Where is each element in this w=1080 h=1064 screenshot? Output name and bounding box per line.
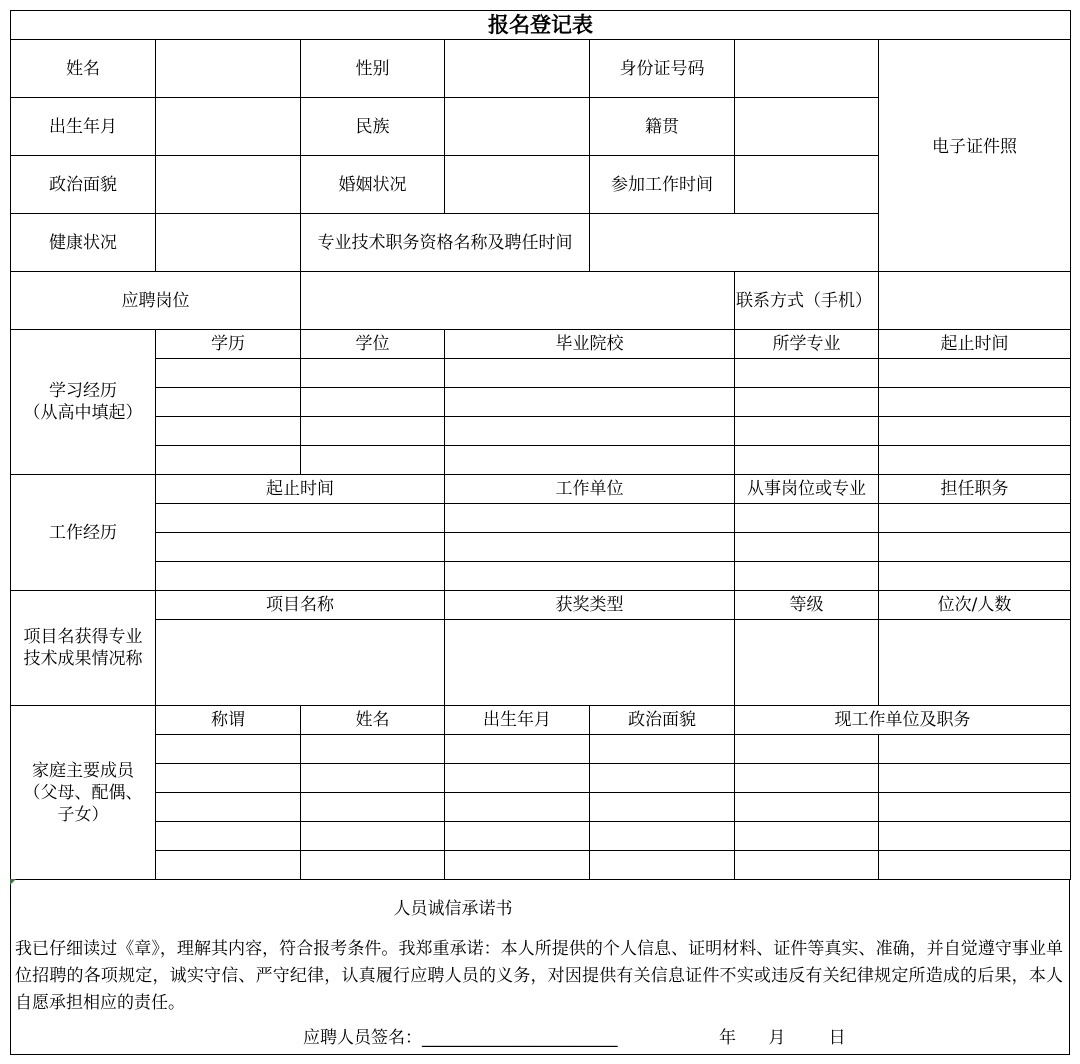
education-cell[interactable] xyxy=(879,446,1071,475)
field-contact[interactable] xyxy=(879,272,1071,330)
work-cell[interactable] xyxy=(445,533,735,562)
family-cell[interactable] xyxy=(301,851,445,880)
family-cell[interactable] xyxy=(301,793,445,822)
work-cell[interactable] xyxy=(879,504,1071,533)
field-name[interactable] xyxy=(156,40,301,98)
achievements-header: 位次/人数 xyxy=(879,591,1071,620)
education-cell[interactable] xyxy=(879,359,1071,388)
field-marital-status[interactable] xyxy=(445,156,590,214)
family-row xyxy=(11,822,1071,851)
label-name: 姓名 xyxy=(11,40,156,98)
education-cell[interactable] xyxy=(301,446,445,475)
family-cell[interactable] xyxy=(590,793,735,822)
education-header: 起止时间 xyxy=(879,330,1071,359)
label-professional-title: 专业技术职务资格名称及聘任时间 xyxy=(301,214,590,272)
family-cell[interactable] xyxy=(735,822,879,851)
education-cell[interactable] xyxy=(445,388,735,417)
work-row xyxy=(11,504,1071,533)
family-cell[interactable] xyxy=(301,764,445,793)
work-cell[interactable] xyxy=(156,562,445,591)
work-header: 从事岗位或专业 xyxy=(735,475,879,504)
education-cell[interactable] xyxy=(301,417,445,446)
education-cell[interactable] xyxy=(301,388,445,417)
achievements-cell[interactable] xyxy=(445,620,735,706)
education-cell[interactable] xyxy=(301,359,445,388)
education-cell[interactable] xyxy=(735,446,879,475)
family-cell[interactable] xyxy=(445,851,590,880)
label-work-start: 参加工作时间 xyxy=(590,156,735,214)
family-cell[interactable] xyxy=(301,822,445,851)
label-political-status: 政治面貌 xyxy=(11,156,156,214)
education-row xyxy=(11,359,1071,388)
education-row xyxy=(11,388,1071,417)
work-cell[interactable] xyxy=(735,533,879,562)
achievements-cell[interactable] xyxy=(879,620,1071,706)
achievements-cell[interactable] xyxy=(156,620,445,706)
family-cell[interactable] xyxy=(445,735,590,764)
label-health: 健康状况 xyxy=(11,214,156,272)
registration-form xyxy=(10,10,1070,1054)
photo-box[interactable]: 电子证件照 xyxy=(879,40,1071,272)
family-cell[interactable] xyxy=(590,735,735,764)
education-section-label xyxy=(11,330,156,475)
family-cell[interactable] xyxy=(445,822,590,851)
family-label-line3: 子女） xyxy=(57,804,109,825)
family-row xyxy=(11,735,1071,764)
family-cell[interactable] xyxy=(301,735,445,764)
pledge-body: 我已仔细读过《章》，理解其内容，符合报考条件。我郑重承诺：本人所提供的个人信息、证明材料、证件等真实、准确，并自觉遵守事业单位招聘的各项规定，诚实守信、严守纪律，认真履行应聘人员的义务，对因提供有关信息证件不实或违反有关纪律规定所造成的后果，本人自愿承担相应的责任。 xyxy=(15,939,1063,1013)
education-cell[interactable] xyxy=(735,359,879,388)
field-position[interactable] xyxy=(301,272,735,330)
label-contact: 联系方式（手机） xyxy=(735,272,879,330)
education-header: 毕业院校 xyxy=(445,330,735,359)
family-label-line1: 家庭主要成员 xyxy=(32,760,134,781)
work-cell[interactable] xyxy=(156,504,445,533)
family-row xyxy=(11,851,1071,880)
field-work-start[interactable] xyxy=(735,156,879,214)
family-row xyxy=(11,764,1071,793)
field-native-place[interactable] xyxy=(735,98,879,156)
education-cell[interactable] xyxy=(445,417,735,446)
sign-date[interactable]: 年 月 日 xyxy=(719,1028,846,1048)
family-header: 出生年月 xyxy=(445,706,590,735)
pledge-section xyxy=(10,880,1070,1055)
label-marital-status: 婚姻状况 xyxy=(301,156,445,214)
family-cell[interactable] xyxy=(879,735,1071,764)
education-cell[interactable] xyxy=(445,359,735,388)
work-section-label: 工作经历 xyxy=(11,475,156,591)
education-cell[interactable] xyxy=(735,388,879,417)
pledge-title: 人员诚信承诺书 xyxy=(393,899,513,919)
education-cell[interactable] xyxy=(156,388,301,417)
field-gender[interactable] xyxy=(445,40,590,98)
achievements-label-line2: 技术成果情况称 xyxy=(23,649,143,669)
family-cell[interactable] xyxy=(445,764,590,793)
label-native-place: 籍贯 xyxy=(590,98,735,156)
education-cell[interactable] xyxy=(879,417,1071,446)
work-header: 工作单位 xyxy=(445,475,735,504)
work-cell[interactable] xyxy=(879,533,1071,562)
work-row xyxy=(11,562,1071,591)
family-header: 姓名 xyxy=(301,706,445,735)
education-header: 学位 xyxy=(301,330,445,359)
education-row xyxy=(11,417,1071,446)
family-cell[interactable] xyxy=(590,764,735,793)
cell-marker-icon xyxy=(10,879,16,885)
family-cell[interactable] xyxy=(156,793,301,822)
family-row xyxy=(11,793,1071,822)
achievements-header: 等级 xyxy=(735,591,879,620)
education-cell[interactable] xyxy=(445,446,735,475)
field-ethnicity[interactable] xyxy=(445,98,590,156)
field-birth[interactable] xyxy=(156,98,301,156)
signature-line[interactable]: 应聘人员签名：_______________________ xyxy=(303,1028,618,1048)
education-header: 所学专业 xyxy=(735,330,879,359)
work-cell[interactable] xyxy=(735,562,879,591)
registration-table xyxy=(10,10,1071,880)
family-cell[interactable] xyxy=(445,793,590,822)
education-cell[interactable] xyxy=(156,359,301,388)
education-cell[interactable] xyxy=(735,417,879,446)
family-cell[interactable] xyxy=(156,822,301,851)
field-political-status[interactable] xyxy=(156,156,301,214)
education-cell[interactable] xyxy=(156,417,301,446)
education-cell[interactable] xyxy=(879,388,1071,417)
achievements-section-label xyxy=(11,591,156,706)
work-cell[interactable] xyxy=(735,504,879,533)
achievements-cell[interactable] xyxy=(735,620,879,706)
education-label-line1: 学习经历 xyxy=(49,381,117,401)
family-cell[interactable] xyxy=(735,851,879,880)
label-gender: 性别 xyxy=(301,40,445,98)
field-health[interactable] xyxy=(156,214,301,272)
family-cell[interactable] xyxy=(156,851,301,880)
family-cell[interactable] xyxy=(735,735,879,764)
work-cell[interactable] xyxy=(445,504,735,533)
work-header: 起止时间 xyxy=(156,475,445,504)
work-cell[interactable] xyxy=(879,562,1071,591)
label-position: 应聘岗位 xyxy=(11,272,301,330)
education-cell[interactable] xyxy=(156,446,301,475)
family-cell[interactable] xyxy=(590,851,735,880)
family-section-label xyxy=(11,706,156,880)
achievements-header: 获奖类型 xyxy=(445,591,735,620)
education-label-line2: （从高中填起） xyxy=(23,403,143,423)
work-row xyxy=(11,533,1071,562)
work-cell[interactable] xyxy=(156,533,445,562)
label-birth: 出生年月 xyxy=(11,98,156,156)
label-ethnicity: 民族 xyxy=(301,98,445,156)
family-cell[interactable] xyxy=(879,851,1071,880)
work-header: 担任职务 xyxy=(879,475,1071,504)
label-id-number: 身份证号码 xyxy=(590,40,735,98)
family-header: 现工作单位及职务 xyxy=(735,706,1071,735)
family-cell[interactable] xyxy=(735,793,879,822)
field-id-number[interactable] xyxy=(735,40,879,98)
family-cell[interactable] xyxy=(156,764,301,793)
family-cell[interactable] xyxy=(735,764,879,793)
education-header: 学历 xyxy=(156,330,301,359)
family-label-line2: （父母、配偶、 xyxy=(23,782,143,803)
family-cell[interactable] xyxy=(590,822,735,851)
education-row xyxy=(11,446,1071,475)
family-cell[interactable] xyxy=(879,764,1071,793)
family-header: 政治面貌 xyxy=(590,706,735,735)
achievements-header: 项目名称 xyxy=(156,591,445,620)
form-title: 报名登记表 xyxy=(11,11,1071,40)
family-header: 称谓 xyxy=(156,706,301,735)
family-cell[interactable] xyxy=(879,822,1071,851)
family-cell[interactable] xyxy=(156,735,301,764)
family-cell[interactable] xyxy=(879,793,1071,822)
achievements-label-line1: 项目名获得专业 xyxy=(23,627,143,647)
achievements-row xyxy=(11,620,1071,706)
work-cell[interactable] xyxy=(445,562,735,591)
field-professional-title[interactable] xyxy=(590,214,879,272)
